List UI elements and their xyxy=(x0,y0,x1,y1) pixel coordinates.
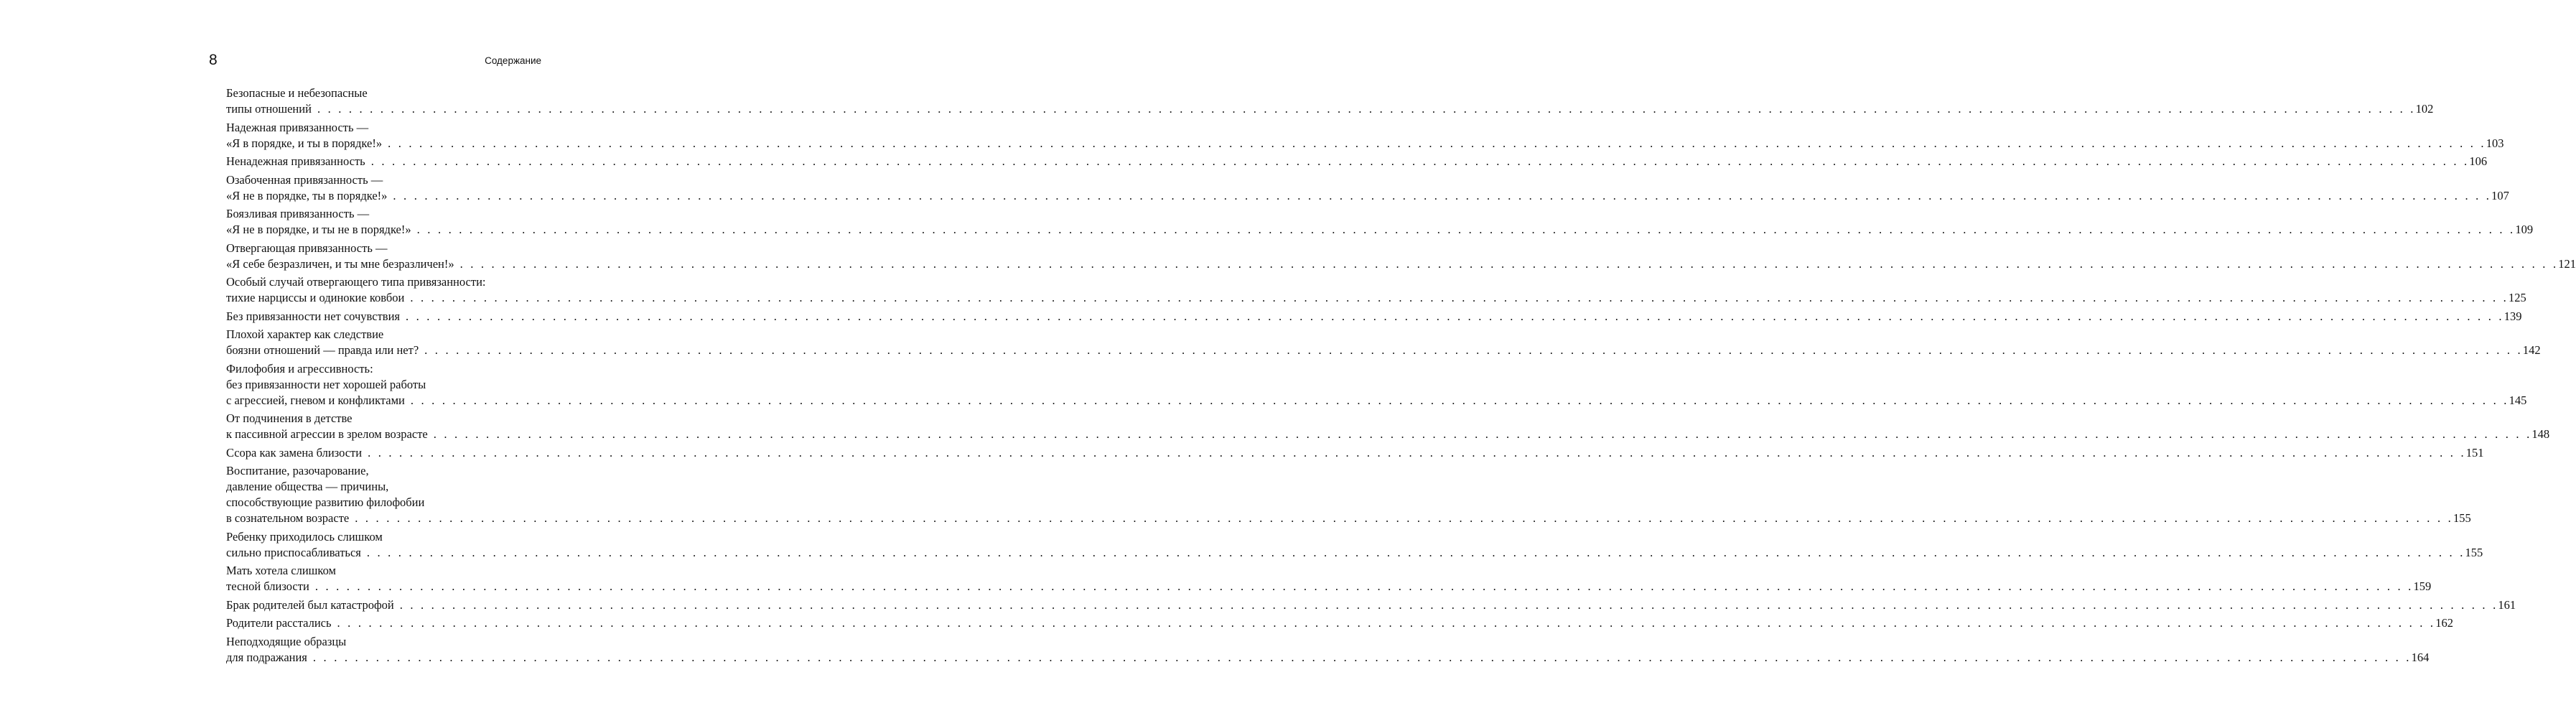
toc-entry xyxy=(226,411,2550,442)
dot-leader: . . . . . . . . . . . . . . . . . . . . . . . . . . . . . . . . . . . . . . . . . . . . . . . . . . . . . . . . . . . . . . . . . . . . . . . . . . . . . . . . . . . . . . . . . . . . . . . . . . . . . . . . . . . . . . . . . . . . . . . . . . . . . . . . . . . . . . . . . . . . . . . . . . . . . . . . . . . . . . . . . . . . . . . . . . . . . . . . . . . . . . . . . . . . . . . . . . . . . . . . xyxy=(416,223,2516,236)
toc-entry xyxy=(226,85,2434,117)
toc-entry xyxy=(226,634,2430,666)
toc-entry-last-line xyxy=(226,256,2576,272)
toc-entry-last-line xyxy=(226,597,2516,613)
toc-page-number: 161 xyxy=(2498,597,2516,612)
toc-entry-last-line xyxy=(226,650,2430,666)
toc-entry-title-line: тесной близости xyxy=(226,579,309,593)
toc-entry-last-line xyxy=(226,393,2527,409)
toc-entry-title-line: в сознательном возрасте xyxy=(226,511,350,525)
toc-entry xyxy=(226,154,2488,169)
table-of-contents xyxy=(226,85,2576,668)
dot-leader: . . . . . . . . . . . . . . . . . . . . . . . . . . . . . . . . . . . . . . . . . . . . . . . . . . . . . . . . . . . . . . . . . . . . . . . . . . . . . . . . . . . . . . . . . . . . . . . . . . . . . . . . . . . . . . . . . . . . . . . . . . . . . . . . . . . . . . . . . . . . . . . . . . . . . . . . . . . . . . . . . . . . . . . . . . . . . . . . . . . . . . . . . . . . . . . . . . . . . . . . xyxy=(370,154,2470,168)
dot-leader: . . . . . . . . . . . . . . . . . . . . . . . . . . . . . . . . . . . . . . . . . . . . . . . . . . . . . . . . . . . . . . . . . . . . . . . . . . . . . . . . . . . . . . . . . . . . . . . . . . . . . . . . . . . . . . . . . . . . . . . . . . . . . . . . . . . . . . . . . . . . . . . . . . . . . . . . . . . . . . . . . . . . . . . . . . . . . . . . . . . . . . . . . . . . . . . . . . . . . . . . xyxy=(459,256,2559,271)
dot-leader: . . . . . . . . . . . . . . . . . . . . . . . . . . . . . . . . . . . . . . . . . . . . . . . . . . . . . . . . . . . . . . . . . . . . . . . . . . . . . . . . . . . . . . . . . . . . . . . . . . . . . . . . . . . . . . . . . . . . . . . . . . . . . . . . . . . . . . . . . . . . . . . . . . . . . . . . . . . . . . . . . . . . . . . . . . . . . . . . . . . . . . . . . . . . . . . . . . . . . . . . xyxy=(337,616,2436,630)
toc-entry-title-line: боязни отношений — правда или нет? xyxy=(226,343,419,357)
toc-entry-title-line: Отвергающая привязанность — xyxy=(226,241,388,255)
toc-entry xyxy=(226,529,2483,561)
toc-page-number: 148 xyxy=(2531,427,2550,441)
toc-entry xyxy=(226,172,2509,204)
toc-page-number: 151 xyxy=(2465,445,2484,460)
running-head: Содержание xyxy=(485,55,541,66)
toc-entry-title-line: От подчинения в детстве xyxy=(226,411,353,425)
toc-page-number: 155 xyxy=(2465,545,2483,559)
dot-leader: . . . . . . . . . . . . . . . . . . . . . . . . . . . . . . . . . . . . . . . . . . . . . . . . . . . . . . . . . . . . . . . . . . . . . . . . . . . . . . . . . . . . . . . . . . . . . . . . . . . . . . . . . . . . . . . . . . . . . . . . . . . . . . . . . . . . . . . . . . . . . . . . . . . . . . . . . . . . . . . . . . . . . . . . . . . . . . . . . . . . . . . . . . . . . . . . . . . . . . . . xyxy=(399,597,2498,612)
toc-entry xyxy=(226,120,2504,151)
toc-page-number: 145 xyxy=(2509,393,2527,407)
toc-entry xyxy=(226,445,2484,461)
toc-entry-last-line xyxy=(226,222,2534,238)
page-number: 8 xyxy=(209,52,218,68)
toc-page-number: 102 xyxy=(2415,102,2434,116)
dot-leader: . . . . . . . . . . . . . . . . . . . . . . . . . . . . . . . . . . . . . . . . . . . . . . . . . . . . . . . . . . . . . . . . . . . . . . . . . . . . . . . . . . . . . . . . . . . . . . . . . . . . . . . . . . . . . . . . . . . . . . . . . . . . . . . . . . . . . . . . . . . . . . . . . . . . . . . . . . . . . . . . . . . . . . . . . . . . . . . . . . . . . . . . . . . . . . . . . . . . . . . . xyxy=(314,579,2414,593)
dot-leader: . . . . . . . . . . . . . . . . . . . . . . . . . . . . . . . . . . . . . . . . . . . . . . . . . . . . . . . . . . . . . . . . . . . . . . . . . . . . . . . . . . . . . . . . . . . . . . . . . . . . . . . . . . . . . . . . . . . . . . . . . . . . . . . . . . . . . . . . . . . . . . . . . . . . . . . . . . . . . . . . . . . . . . . . . . . . . . . . . . . . . . . . . . . . . . . . . . . . . . . . xyxy=(366,545,2465,559)
toc-entry-title-line: «Я в порядке, и ты в порядке!» xyxy=(226,136,383,150)
toc-page-number: 164 xyxy=(2411,650,2430,664)
dot-leader: . . . . . . . . . . . . . . . . . . . . . . . . . . . . . . . . . . . . . . . . . . . . . . . . . . . . . . . . . . . . . . . . . . . . . . . . . . . . . . . . . . . . . . . . . . . . . . . . . . . . . . . . . . . . . . . . . . . . . . . . . . . . . . . . . . . . . . . . . . . . . . . . . . . . . . . . . . . . . . . . . . . . . . . . . . . . . . . . . . . . . . . . . . . . . . . . . . . . . . . . xyxy=(368,445,2466,460)
toc-entry-last-line xyxy=(226,154,2488,169)
toc-entry-last-line xyxy=(226,545,2483,561)
dot-leader: . . . . . . . . . . . . . . . . . . . . . . . . . . . . . . . . . . . . . . . . . . . . . . . . . . . . . . . . . . . . . . . . . . . . . . . . . . . . . . . . . . . . . . . . . . . . . . . . . . . . . . . . . . . . . . . . . . . . . . . . . . . . . . . . . . . . . . . . . . . . . . . . . . . . . . . . . . . . . . . . . . . . . . . . . . . . . . . . . . . . . . . . . . . . . . . . . . . . . . . . xyxy=(410,291,2509,304)
toc-entry-title-line: для подражания xyxy=(226,650,307,664)
toc-entry-title-line: «Я не в порядке, и ты не в порядке!» xyxy=(226,223,411,236)
toc-entry-last-line xyxy=(226,309,2522,325)
dot-leader: . . . . . . . . . . . . . . . . . . . . . . . . . . . . . . . . . . . . . . . . . . . . . . . . . . . . . . . . . . . . . . . . . . . . . . . . . . . . . . . . . . . . . . . . . . . . . . . . . . . . . . . . . . . . . . . . . . . . . . . . . . . . . . . . . . . . . . . . . . . . . . . . . . . . . . . . . . . . . . . . . . . . . . . . . . . . . . . . . . . . . . . . . . . . . . . . . . . . . . . . xyxy=(317,102,2416,116)
toc-entry-last-line xyxy=(226,510,2471,526)
toc-entry-last-line xyxy=(226,290,2526,306)
dot-leader: . . . . . . . . . . . . . . . . . . . . . . . . . . . . . . . . . . . . . . . . . . . . . . . . . . . . . . . . . . . . . . . . . . . . . . . . . . . . . . . . . . . . . . . . . . . . . . . . . . . . . . . . . . . . . . . . . . . . . . . . . . . . . . . . . . . . . . . . . . . . . . . . . . . . . . . . . . . . . . . . . . . . . . . . . . . . . . . . . . . . . . . . . . . . . . . . . . . . . . . . xyxy=(410,393,2509,407)
toc-entry-title-line: Особый случай отвергающего типа привязанности: xyxy=(226,275,486,289)
toc-entry-last-line xyxy=(226,101,2434,117)
toc-entry-last-line xyxy=(226,445,2484,461)
toc-entry xyxy=(226,361,2527,409)
toc-entry-title-line: Филофобия и агрессивность: xyxy=(226,361,373,376)
toc-page-number: 103 xyxy=(2486,136,2504,150)
toc-entry-last-line xyxy=(226,615,2453,631)
toc-page-number: 106 xyxy=(2469,154,2488,168)
toc-entry-title-line: давление общества — причины, xyxy=(226,480,389,493)
toc-page-number: 159 xyxy=(2413,579,2432,593)
toc-page-number: 139 xyxy=(2503,309,2522,323)
dot-leader: . . . . . . . . . . . . . . . . . . . . . . . . . . . . . . . . . . . . . . . . . . . . . . . . . . . . . . . . . . . . . . . . . . . . . . . . . . . . . . . . . . . . . . . . . . . . . . . . . . . . . . . . . . . . . . . . . . . . . . . . . . . . . . . . . . . . . . . . . . . . . . . . . . . . . . . . . . . . . . . . . . . . . . . . . . . . . . . . . . . . . . . . . . . . . . . . . . . . . . . . xyxy=(355,511,2453,525)
toc-entry-last-line xyxy=(226,579,2432,595)
toc-entry-title-line: Надежная привязанность — xyxy=(226,120,369,134)
dot-leader: . . . . . . . . . . . . . . . . . . . . . . . . . . . . . . . . . . . . . . . . . . . . . . . . . . . . . . . . . . . . . . . . . . . . . . . . . . . . . . . . . . . . . . . . . . . . . . . . . . . . . . . . . . . . . . . . . . . . . . . . . . . . . . . . . . . . . . . . . . . . . . . . . . . . . . . . . . . . . . . . . . . . . . . . . . . . . . . . . . . . . . . . . . . . . . . . . . . . . . . . xyxy=(433,427,2532,441)
toc-entry xyxy=(226,274,2526,306)
toc-entry-last-line xyxy=(226,188,2509,204)
toc-entry xyxy=(226,309,2522,325)
toc-entry-title-line: Родители расстались xyxy=(226,616,332,630)
toc-page-number: 125 xyxy=(2509,291,2526,304)
dot-leader: . . . . . . . . . . . . . . . . . . . . . . . . . . . . . . . . . . . . . . . . . . . . . . . . . . . . . . . . . . . . . . . . . . . . . . . . . . . . . . . . . . . . . . . . . . . . . . . . . . . . . . . . . . . . . . . . . . . . . . . . . . . . . . . . . . . . . . . . . . . . . . . . . . . . . . . . . . . . . . . . . . . . . . . . . . . . . . . . . . . . . . . . . . . . . . . . . . . . . . . . xyxy=(393,188,2492,202)
toc-entry-title-line: Ребенку приходилось слишком xyxy=(226,529,383,544)
toc-entry-last-line xyxy=(226,426,2550,442)
toc-entry-title-line: Безопасные и небезопасные xyxy=(226,86,368,100)
toc-entry xyxy=(226,597,2516,613)
toc-entry xyxy=(226,563,2432,595)
dot-leader: . . . . . . . . . . . . . . . . . . . . . . . . . . . . . . . . . . . . . . . . . . . . . . . . . . . . . . . . . . . . . . . . . . . . . . . . . . . . . . . . . . . . . . . . . . . . . . . . . . . . . . . . . . . . . . . . . . . . . . . . . . . . . . . . . . . . . . . . . . . . . . . . . . . . . . . . . . . . . . . . . . . . . . . . . . . . . . . . . . . . . . . . . . . . . . . . . . . . . . . . xyxy=(312,650,2412,664)
dot-leader: . . . . . . . . . . . . . . . . . . . . . . . . . . . . . . . . . . . . . . . . . . . . . . . . . . . . . . . . . . . . . . . . . . . . . . . . . . . . . . . . . . . . . . . . . . . . . . . . . . . . . . . . . . . . . . . . . . . . . . . . . . . . . . . . . . . . . . . . . . . . . . . . . . . . . . . . . . . . . . . . . . . . . . . . . . . . . . . . . . . . . . . . . . . . . . . . . . . . . . . . xyxy=(424,343,2523,357)
toc-entry-title-line: Боязливая привязанность — xyxy=(226,207,370,220)
toc-entry xyxy=(226,327,2541,358)
toc-page-number: 142 xyxy=(2522,343,2541,357)
toc-entry-title-line: Неподходящие образцы xyxy=(226,634,347,648)
toc-entry xyxy=(226,463,2471,526)
toc-entry-title-line: Без привязанности нет сочувствия xyxy=(226,309,400,323)
toc-entry-title-line: Ненадежная привязанность xyxy=(226,154,365,168)
dot-leader: . . . . . . . . . . . . . . . . . . . . . . . . . . . . . . . . . . . . . . . . . . . . . . . . . . . . . . . . . . . . . . . . . . . . . . . . . . . . . . . . . . . . . . . . . . . . . . . . . . . . . . . . . . . . . . . . . . . . . . . . . . . . . . . . . . . . . . . . . . . . . . . . . . . . . . . . . . . . . . . . . . . . . . . . . . . . . . . . . . . . . . . . . . . . . . . . . . . . . . . . xyxy=(388,136,2486,150)
toc-entry-title-line: Брак родителей был катастрофой xyxy=(226,597,394,612)
toc-entry-title-line: Озабоченная привязанность — xyxy=(226,172,383,187)
toc-entry-title-line: типы отношений xyxy=(226,102,312,116)
toc-page-number: 109 xyxy=(2515,223,2534,236)
toc-page-number: 121 xyxy=(2558,256,2576,271)
dot-leader: . . . . . . . . . . . . . . . . . . . . . . . . . . . . . . . . . . . . . . . . . . . . . . . . . . . . . . . . . . . . . . . . . . . . . . . . . . . . . . . . . . . . . . . . . . . . . . . . . . . . . . . . . . . . . . . . . . . . . . . . . . . . . . . . . . . . . . . . . . . . . . . . . . . . . . . . . . . . . . . . . . . . . . . . . . . . . . . . . . . . . . . . . . . . . . . . . . . . . . . . xyxy=(406,309,2504,323)
toc-entry xyxy=(226,241,2576,272)
toc-entry-title-line: к пассивной агрессии в зрелом возрасте xyxy=(226,427,428,441)
toc-page-number: 107 xyxy=(2491,188,2509,202)
toc-entry-title-line: способствующие развитию филофобии xyxy=(226,495,425,509)
toc-page-number: 155 xyxy=(2453,511,2471,525)
toc-entry-title-line: Воспитание, разочарование, xyxy=(226,464,369,477)
toc-entry-title-line: «Я не в порядке, ты в порядке!» xyxy=(226,188,388,202)
toc-entry-title-line: Ссора как замена близости xyxy=(226,445,363,460)
toc-entry-title-line: «Я себе безразличен, и ты мне безразличен!» xyxy=(226,256,454,271)
toc-entry-title-line: с агрессией, гневом и конфликтами xyxy=(226,393,405,407)
toc-entry-last-line xyxy=(226,342,2541,358)
toc-entry xyxy=(226,206,2534,238)
toc-entry-title-line: Плохой характер как следствие xyxy=(226,327,384,341)
toc-entry-title-line: без привязанности нет хорошей работы xyxy=(226,377,426,391)
toc-entry-title-line: Мать хотела слишком xyxy=(226,564,336,577)
toc-entry-last-line xyxy=(226,136,2504,151)
toc-page-number: 162 xyxy=(2435,616,2453,630)
toc-entry-title-line: тихие нарциссы и одинокие ковбои xyxy=(226,291,405,304)
toc-entry-title-line: сильно приспосабливаться xyxy=(226,545,361,559)
toc-entry xyxy=(226,615,2453,631)
